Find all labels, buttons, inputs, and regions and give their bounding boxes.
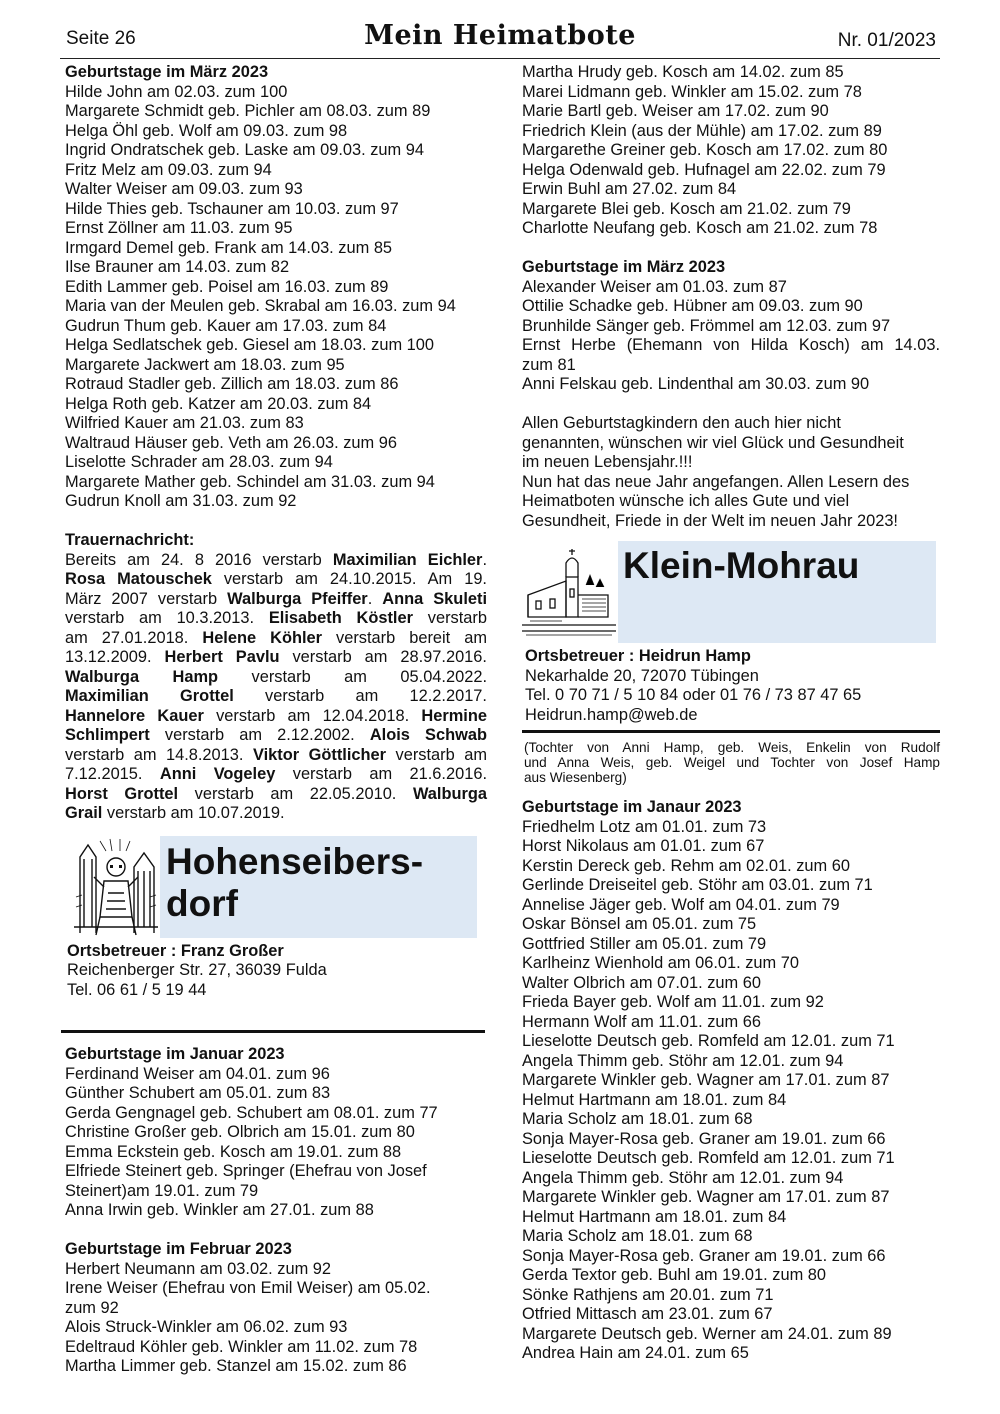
list-item: Maria van der Meulen geb. Skrabal am 16.03. zum 94 [65,297,456,315]
newspaper-title: Mein Heimatbote [364,20,636,51]
greeting-text [522,414,940,531]
list-item: Karlheinz Wienhold am 06.01. zum 70 [522,954,799,972]
list-item: Angela Thimm geb. Stöhr am 12.01. zum 94 [522,1051,844,1070]
list-item: Oskar Bönsel am 05.01. zum 75 [522,915,757,933]
list-item: Marie Bartl geb. Weiser am 17.02. zum 90 [522,102,829,120]
list-item: Margarete Mather geb. Schindel am 31.03. zum 94 [65,472,435,491]
list-item: Margarete Jackwert am 18.03. zum 95 [65,355,345,374]
list-item: Andrea Hain am 24.01. zum 65 [522,1344,749,1362]
list-item: Gudrun Thum geb. Kauer am 17.03. zum 84 [65,316,387,335]
list-item: Walter Weiser am 09.03. zum 93 [65,180,303,198]
list-item: Ingrid Ondratschek geb. Laske am 09.03. zum 94 [65,141,424,159]
list-item: Walter Olbrich am 07.01. zum 60 [522,973,761,992]
list-item: Hilde John am 02.03. zum 100 [65,82,288,101]
list-item: Charlotte Neufang geb. Kosch am 21.02. zum 78 [522,219,878,237]
birthday-list [522,818,940,1364]
list-item: Lieselotte Deutsch geb. Romfeld am 12.01. zum 71 [522,1149,895,1167]
list-item: Irmgard Demel geb. Frank am 14.03. zum 85 [65,238,393,257]
birthday-list [522,278,940,337]
page-header [60,18,940,59]
list-item: Ernst Herbe (Ehemann von Hilda Kosch) am 14.03. [522,336,940,354]
list-item: Frieda Bayer geb. Wolf am 11.01. zum 92 [522,993,824,1011]
list-item: Hilde Thies geb. Tschauner am 10.03. zum 97 [65,199,399,218]
list-item: Günther Schubert am 05.01. zum 83 [65,1084,331,1102]
contact-block [522,647,940,725]
list-item: Sönke Rathjens am 20.01. zum 71 [522,1285,774,1304]
contact-email: Heidrun.hamp@web.de [525,705,698,724]
list-item: Helga Odenwald geb. Hufnagel am 22.02. zum 79 [522,160,886,179]
village-title-box [618,541,936,643]
list-item: Maria Scholz am 18.01. zum 68 [522,1110,753,1128]
village-title: Hohenseibers- [166,840,424,882]
list-item: Sonja Mayer-Rosa geb. Graner am 19.01. zum 66 [522,1246,886,1265]
list-item: Horst Nikolaus am 01.01. zum 67 [522,837,765,855]
contact-address: Reichenberger Str. 27, 36039 Fulda [67,961,327,979]
list-item: Margarete Winkler geb. Wagner am 17.01. zum 87 [522,1188,890,1206]
list-item: Heimatboten wünsche ich alles Gute und viel [522,492,850,510]
village-title: dorf [166,882,238,924]
obituary-text: Bereits am 24. 8 2016 verstarb Maximilian Eichler. Rosa Matouschek verstarb am 24.10.2015. Am 19. März 2007 verstarb Walburga Pfeiffer. Anna Skuleti verstarb am 10.3.2013. Elisabeth Köstler verstarb am 27.01.2018. Helene Köhler verstarb bereit am 13.12.2009. Herbert Pavlu verstarb am 28.97.2016. Walburga Hamp verstarb am 05.04.2022. Maximilian Grottel verstarb am 12.2.2017. Hannelore Kauer verstarb am 12.04.2018. Hermine Schlimpert verstarb am 2.12.2002. Alois Schwab verstarb am 14.8.2013. Viktor Göttlicher verstarb am 7.12.2015. Anni Vogeley verstarb am 21.6.2016. Horst Grottel verstarb am 22.05.2010. Walburga Grail verstarb am 10.07.2019. [65,550,488,822]
contact-name: Ortsbetreuer : Franz Großer [67,941,284,960]
list-item: Elfriede Steinert geb. Springer (Ehefrau von Josef [65,1162,427,1180]
list-item: Alois Struck-Winkler am 06.02. zum 93 [65,1318,348,1336]
section-heading: Geburtstage im Janaur 2023 [522,798,742,816]
list-item: Margarete Winkler geb. Wagner am 17.01. zum 87 [522,1071,890,1089]
list-item: Helmut Hartmann am 18.01. zum 84 [522,1090,787,1109]
section-heading: Geburtstage im März 2023 [65,63,269,81]
village-title: Klein-Mohrau [623,545,860,586]
list-item: Allen Geburtstagkindern den auch hier nicht [522,414,841,432]
issue-number: Nr. 01/2023 [837,30,936,51]
list-item: Margarete Schmidt geb. Pichler am 08.03. zum 89 [65,102,431,120]
section-heading: Geburtstage im Januar 2023 [65,1045,285,1063]
list-item: Anni Felskau geb. Lindenthal am 30.03. zum 90 [522,375,870,393]
list-item: Anna Irwin geb. Winkler am 27.01. zum 88 [65,1201,374,1219]
list-item: Ferdinand Weiser am 04.01. zum 96 [65,1064,330,1083]
birthday-list [65,1065,487,1221]
village-banner-hohenseibersdorf [65,835,487,939]
list-item: Friedrich Klein (aus der Mühle) am 17.02. zum 89 [522,121,882,140]
village-title-box [160,836,477,938]
list-item: Lieselotte Deutsch geb. Romfeld am 12.01. zum 71 [522,1032,895,1050]
list-item: Emma Eckstein geb. Kosch am 19.01. zum 88 [65,1142,402,1161]
list-item: Martha Limmer geb. Stanzel am 15.02. zum 86 [65,1357,407,1375]
list-item: Ilse Brauner am 14.03. zum 82 [65,258,290,276]
list-item: Wilfried Kauer am 21.03. zum 83 [65,414,304,432]
list-item: Margarete Deutsch geb. Werner am 24.01. zum 89 [522,1324,892,1343]
list-item: Kerstin Dereck geb. Rehm am 02.01. zum 60 [522,856,850,875]
list-item: Hermann Wolf am 11.01. zum 66 [522,1012,761,1031]
list-item: Gudrun Knoll am 31.03. zum 92 [65,492,297,510]
contact-phone: Tel. 0 70 71 / 5 10 84 oder 01 76 / 73 87 47 65 [525,686,862,704]
contact-block [65,942,487,1001]
list-item: Maria Scholz am 18.01. zum 68 [522,1227,753,1245]
list-item: Margarete Blei geb. Kosch am 21.02. zum 79 [522,199,851,218]
list-item: Fritz Melz am 09.03. zum 94 [65,160,272,179]
list-item: Liselotte Schrader am 28.03. zum 94 [65,453,333,471]
list-item: Gottfried Stiller am 05.01. zum 79 [522,934,767,953]
list-item: Irene Weiser (Ehefrau von Emil Weiser) am 05.02. [65,1279,431,1297]
list-item: Waltraud Häuser geb. Veth am 26.03. zum 96 [65,433,397,452]
list-item: Erwin Buhl am 27.02. zum 84 [522,180,737,198]
list-item: zum 81 [522,355,576,374]
list-item: Helga Öhl geb. Wolf am 09.03. zum 98 [65,121,348,140]
list-item: Otfried Mittasch am 23.01. zum 67 [522,1305,773,1323]
contact-phone: Tel. 06 61 / 5 19 44 [67,980,207,999]
list-item: Edeltraud Köhler geb. Winkler am 11.02. zum 78 [65,1337,418,1356]
list-item: Brunhilde Sänger geb. Frömmel am 12.03. zum 97 [522,316,891,335]
family-note: (Tochter von Anni Hamp, geb. Weis, Enkelin von Rudolf und Anna Weis, geb. Weigel und Tochter von Josef Hamp aus Wiesenberg) [524,740,940,785]
right-column [522,63,940,1364]
birthday-list [65,1260,487,1377]
list-item: Annelise Jäger geb. Wolf am 04.01. zum 79 [522,895,840,914]
list-item: im neuen Lebensjahr.!!! [522,453,693,471]
list-item: Gerda Gengnagel geb. Schubert am 08.01. zum 77 [65,1103,438,1122]
section-heading: Geburtstage im März 2023 [522,258,726,276]
woodcut-church-icon [522,545,616,639]
birthday-list [522,63,940,239]
list-item: Friedhelm Lotz am 01.01. zum 73 [522,817,767,836]
list-item: Helga Sedlatschek geb. Giesel am 18.03. zum 100 [65,336,435,354]
list-item: genannten, wünschen wir viel Glück und Gesundheit [522,433,904,452]
section-heading: Geburtstage im Februar 2023 [65,1240,292,1258]
woodcut-saint-icon [74,837,158,937]
list-item: Gesundheit, Friede in der Welt im neuen Jahr 2023! [522,511,898,530]
list-item: Nun hat das neue Jahr angefangen. Allen Lesern des [522,472,910,491]
contact-address: Nekarhalde 20, 72070 Tübingen [525,666,759,685]
list-item: Gerlinde Dreiseitel geb. Stöhr am 03.01. zum 71 [522,876,873,894]
list-item: Gerda Textor geb. Buhl am 19.01. zum 80 [522,1266,827,1284]
birthday-list [65,83,487,512]
list-item: Edith Lammer geb. Poisel am 16.03. zum 89 [65,277,389,296]
list-item: Helga Roth geb. Katzer am 20.03. zum 84 [65,394,372,413]
left-column [65,63,487,1377]
list-item: Sonja Mayer-Rosa geb. Graner am 19.01. zum 66 [522,1129,886,1148]
list-item: Herbert Neumann am 03.02. zum 92 [65,1259,332,1278]
list-item: Ernst Zöllner am 11.03. zum 95 [65,219,293,237]
list-item: Rotraud Stadler geb. Zillich am 18.03. zum 86 [65,375,399,393]
list-item: Helmut Hartmann am 18.01. zum 84 [522,1207,787,1226]
section-heading: Trauernachricht: [65,531,195,549]
list-item: Martha Hrudy geb. Kosch am 14.02. zum 85 [522,63,844,81]
list-item: Ottilie Schadke geb. Hübner am 09.03. zum 90 [522,297,863,315]
page-number: Seite 26 [66,28,136,49]
list-item: Alexander Weiser am 01.03. zum 87 [522,277,787,296]
list-item: Christine Großer geb. Olbrich am 15.01. zum 80 [65,1123,415,1141]
list-item: Steinert)am 19.01. zum 79 [65,1181,259,1200]
list-item: zum 92 [65,1298,119,1317]
contact-name: Ortsbetreuer : Heidrun Hamp [525,647,751,665]
list-item: Marei Lidmann geb. Winkler am 15.02. zum 78 [522,82,862,101]
list-item: Angela Thimm geb. Stöhr am 12.01. zum 94 [522,1168,844,1187]
village-banner-klein-mohrau [522,541,940,643]
list-item: Margarethe Greiner geb. Kosch am 17.02. zum 80 [522,141,888,159]
